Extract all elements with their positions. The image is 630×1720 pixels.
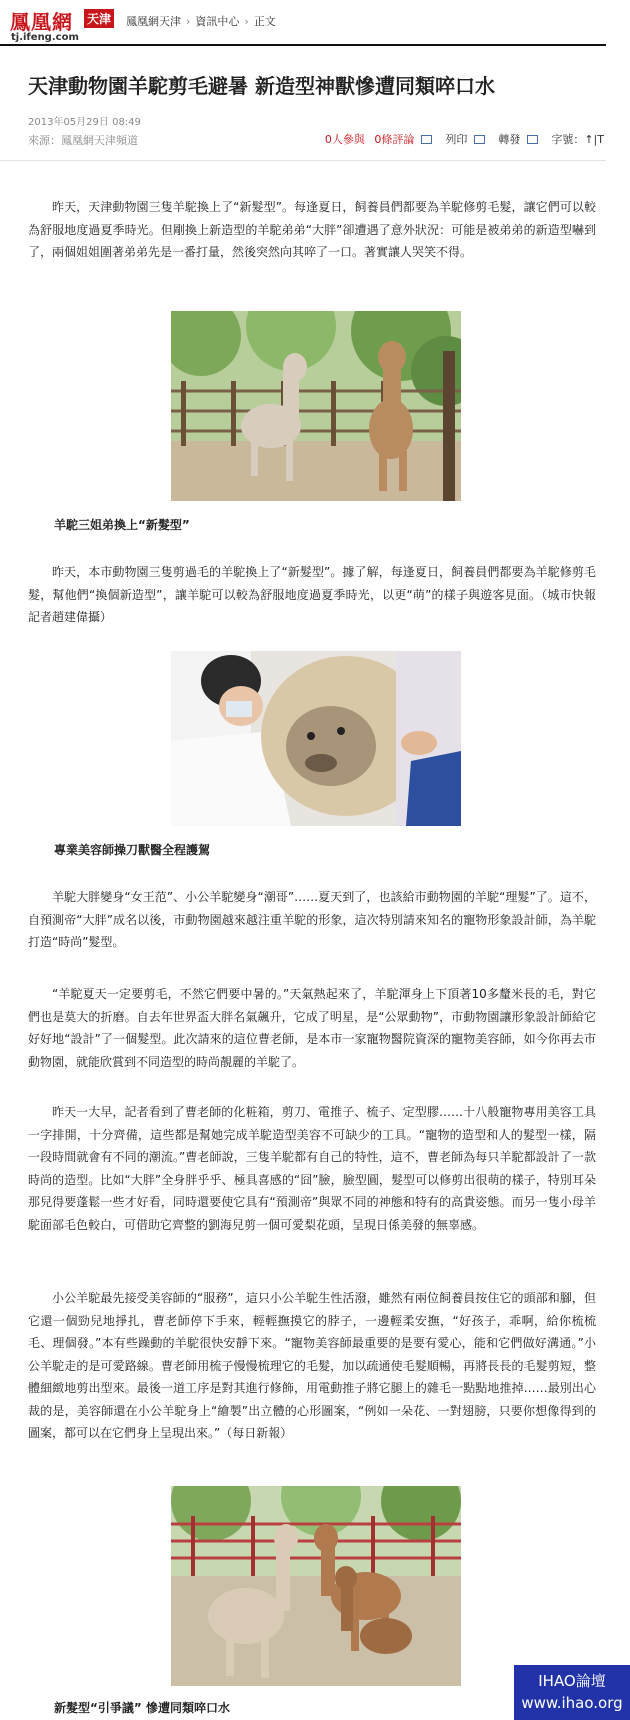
fontsize-label: 字號：: [551, 133, 585, 146]
breadcrumb-current: 正文: [253, 15, 276, 28]
breadcrumb: [126, 13, 276, 29]
photo-caption-3: 新髮型“引爭議” 慘遭同類啐口水: [54, 1701, 230, 1715]
watermark-title: IHAO論壇: [538, 1672, 606, 1690]
watermark-url: www.ihao.org: [521, 1694, 623, 1712]
article-toolbar: [325, 131, 604, 147]
photo-caption-2: 專業美容師操刀獸醫全程護駕: [54, 843, 211, 857]
comment-icon[interactable]: [421, 135, 432, 144]
article-date: 2013年05月29日 08:49: [28, 117, 141, 128]
article-paragraph-5: 昨天一大早，記者看到了曹老師的化粧箱，剪刀、電推子、梳子、定型膠……十八般寵物專用美容工具一字排開，十分齊備，這些都是幫她完成羊駝造型美容不可缺少的工具。“寵物的造型和人的髮型一樣，隔一段時間就會有不同的潮流。”曹老師說，三隻羊駝都有自己的特性，這不，曹老師為每只羊駝都設計了一款時尚的造型。比如“大胖”全身胖乎乎、極具喜感的“囧”臉，臉型圓，髮型可以修剪出很萌的樣子，特別耳朵那兒得要蓬鬆一些才好看，同時還要使它具有“預測帝”與眾不同的神態和特有的高貴姿態。而另一隻小母羊駝面部毛色較白，可借助它齊整的劉海兒剪一個可愛梨花頭，呈現日係美發的無辜感。: [28, 1105, 596, 1232]
chevron-right-icon: ›: [186, 15, 191, 28]
site-logo[interactable]: [10, 6, 118, 44]
print-link[interactable]: 列印: [445, 133, 468, 146]
chevron-right-icon: ›: [244, 15, 249, 28]
participants-link[interactable]: 0人參與: [324, 133, 365, 146]
mail-icon[interactable]: [527, 135, 538, 144]
photo-alpacas-in-pen: [171, 311, 461, 501]
fontsize-toggle[interactable]: ↑|T: [584, 133, 604, 146]
article-paragraph-4: “羊駝夏天一定要剪毛，不然它們要中暑的。”天氣熱起來了，羊駝渾身上下頂著10多釐米長的毛，對它們也是莫大的折磨。自去年世界盃大胖名氣飆升，它成了明星，是“公眾動物”，市動物園讓形象設計師給它好好地“設計”了一個髮型。此次請來的這位曹老師，是本市一家寵物醫院資深的寵物美容師，如今你再去市動物園，就能欣賞到不同造型的時尚靚麗的羊駝了。: [28, 987, 596, 1069]
logo-city-badge: 天津: [84, 9, 114, 28]
article-title: 天津動物園羊駝剪毛避暑 新造型神獸慘遭同類啐口水: [28, 74, 495, 98]
article-paragraph-3: 羊駝大胖變身“女王范”、小公羊駝變身“潮哥”……夏天到了，也該給市動物園的羊駝“理髮”了。這不，自預測帝“大胖”成名以後，市動物園越來越注重羊駝的形象，這次特別請來知名的寵物形象設計師，為羊駝打造“時尚”髮型。: [28, 890, 596, 949]
divider: [0, 160, 606, 161]
site-header: [0, 0, 606, 46]
article-paragraph-2: 昨天，本市動物園三隻剪過毛的羊駝換上了“新髮型”。據了解，每逢夏日，飼養員們都要為羊駝修剪毛髮，幫他們“換個新造型”，讓羊駝可以較為舒服地度過夏季時光，以更“萌”的樣子與遊客見面。（城市快報 記者趙建偉攝）: [28, 565, 596, 624]
logo-text: 鳳凰網: [10, 10, 73, 34]
article-paragraph-6: 小公羊駝最先接受美容師的“服務”，這只小公羊駝生性活潑，雖然有兩位飼養員按住它的頭部和腳，但它還一個勁兒地掙扎，曹老師停下手來，輕輕撫摸它的脖子，一邊輕柔安撫，“好孩子，乖啊，給你梳梳毛、理個發。”本有些躁動的羊駝很快安靜下來。“寵物美容師最重要的是要有愛心，能和它們做好溝通。”小公羊駝走的是可愛路線。曹老師用梳子慢慢梳理它的毛髮，加以疏通使毛髮順暢，再將長長的毛髮剪短，整體細緻地剪出型來。最後一道工序是對其進行修飾，用電動推子將它腿上的雜毛一點點地推掉……最別出心裁的是，美容師還在小公羊駝身上“繪製”出立體的心形圖案，“例如一朵花、一對翅膀，只要你想像得到的圖案，都可以在它們身上呈現出來。”（每日新報）: [28, 1291, 596, 1440]
comments-link[interactable]: 0條評論: [374, 133, 415, 146]
print-icon[interactable]: [474, 135, 485, 144]
logo-domain: tj.ifeng.com: [11, 32, 79, 43]
photo-caption-1: 羊駝三姐弟換上“新髮型”: [54, 518, 190, 532]
photo-alpacas-spitting: [171, 1486, 461, 1686]
breadcrumb-link-news[interactable]: 資訊中心: [195, 15, 240, 28]
article-source: 來源：鳳凰網天津頻道: [28, 134, 138, 147]
photo-groomer-with-alpaca: [171, 651, 461, 826]
share-link[interactable]: 轉發: [498, 133, 521, 146]
forum-watermark: [514, 1665, 630, 1720]
breadcrumb-link-home[interactable]: 鳳凰網天津: [126, 15, 181, 28]
article-paragraph-1: 昨天，天津動物園三隻羊駝換上了“新髮型”。每逢夏日，飼養員們都要為羊駝修剪毛髮，讓它們可以較為舒服地度過夏季時光。但剛換上新造型的羊駝弟弟“大胖”卻遭遇了意外狀況：可能是被弟弟的新造型嚇到了，兩個姐姐圍著弟弟先是一番打量，然後突然向其啐了一口。著實讓人哭笑不得。: [28, 200, 596, 259]
